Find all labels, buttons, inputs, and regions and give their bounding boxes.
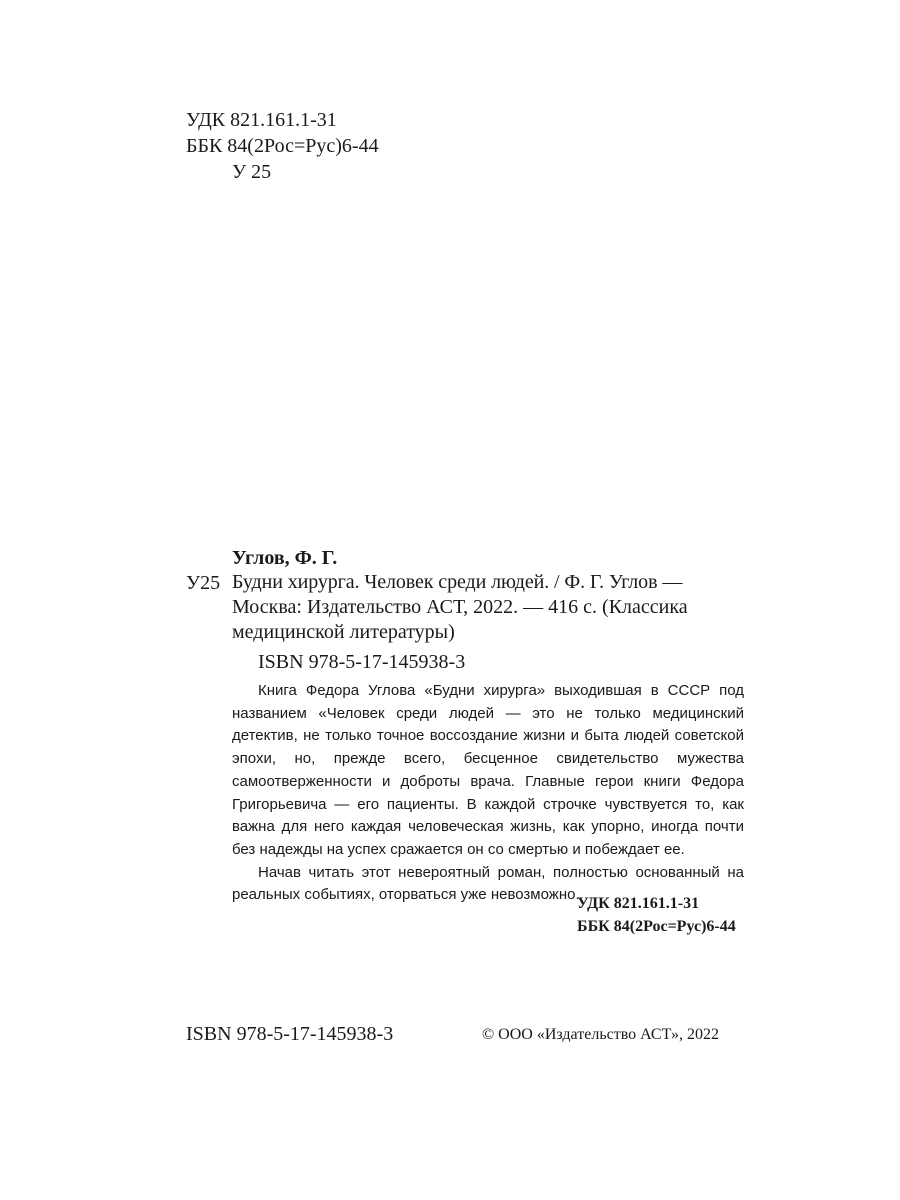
bbk-code-top: ББК 84(2Рос=Рус)6-44 (186, 135, 379, 157)
annotation (232, 680, 744, 907)
copyright-notice: © ООО «Издательство АСТ», 2022 (482, 1026, 719, 1043)
annotation-paragraph: Книга Федора Углова «Будни хирурга» выходившая в СССР под названием «Человек среди людей — это не только медицинский детектив, не только точное воссоздание жизни и быта людей советской эпохи, но, прежде всего, бесценное свидетельство мужества самоотверженности и доброты врача. Главные герои книги Федора Григорьевича — его пациенты. В каждой строчке чувствуется то, как важна для него каждая человеческая жизнь, как упорно, иногда почти без надежды на успех сражается он со смертью и побеждает ее. (232, 682, 744, 858)
annotation-paragraph: Начав читать этот невероятный роман, полностью основанный на реальных событиях, оторваться уже невозможно. (232, 863, 744, 904)
author-mark-top: У 25 (232, 161, 272, 183)
isbn-record: ISBN 978-5-17-145938-3 (258, 651, 466, 673)
bib-line: Будни хирурга. Человек среди людей. / Ф. Г. Углов — (232, 571, 683, 593)
bib-line: Москва: Издательство АСТ, 2022. — 416 с. (Классика (232, 596, 688, 618)
bib-line: медицинской литературы) (232, 621, 455, 643)
isbn-footer: ISBN 978-5-17-145938-3 (186, 1023, 394, 1045)
bibliographic-description (232, 570, 744, 645)
udk-code-top: УДК 821.161.1-31 (186, 109, 337, 131)
bbk-code-bottom: ББК 84(2Рос=Рус)6-44 (577, 918, 736, 935)
author-name: Углов, Ф. Г. (232, 547, 338, 569)
cutter-code: У25 (186, 572, 221, 594)
udk-code-bottom: УДК 821.161.1-31 (577, 895, 700, 912)
